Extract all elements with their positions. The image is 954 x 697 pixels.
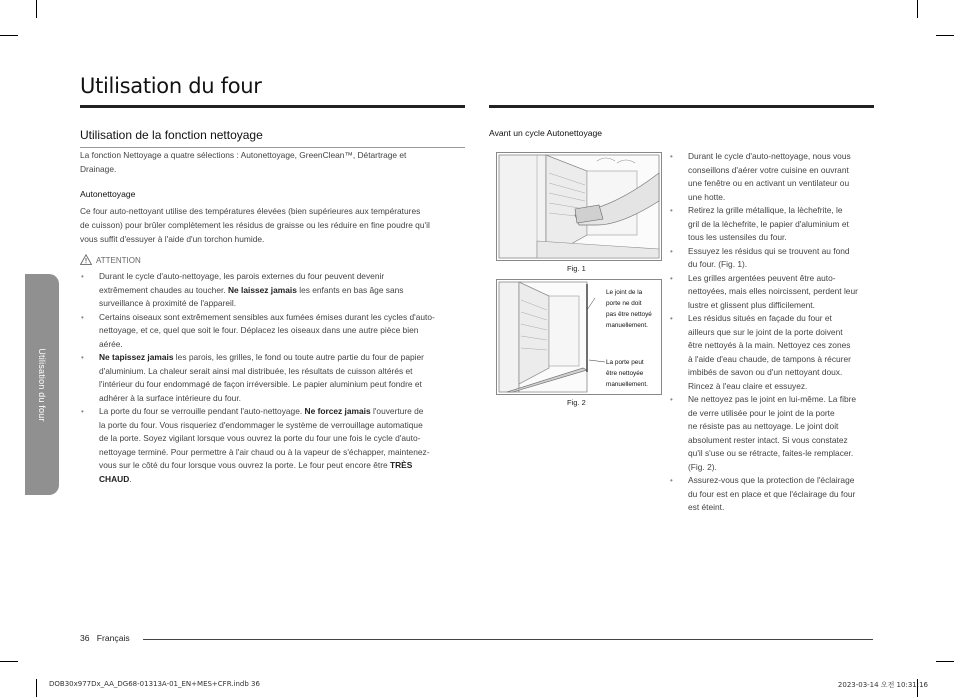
cleaning-tip-line: • Durant le cycle d'auto-nettoyage, nous vous [688, 151, 851, 161]
figure-2-callout-door [606, 357, 648, 390]
subheading-autonettoyage: Autonettoyage [80, 189, 136, 199]
cleaning-tip-line: du four. (Fig. 1). [688, 259, 748, 269]
warning-text: les enfants en bas âge sans [296, 284, 404, 295]
title-rule-left [80, 105, 465, 108]
callout-line: La porte peut [606, 359, 644, 366]
warning-text: l'ouverture de [370, 406, 424, 416]
intro-line: Drainage. [80, 163, 117, 174]
crop-mark [0, 35, 18, 36]
warning-line [99, 378, 470, 392]
callout-line: pas être nettoyé [606, 311, 652, 318]
warning-item [80, 270, 470, 311]
page-language: Français [96, 633, 130, 643]
warning-item [80, 311, 470, 352]
cleaning-tip-line: nettoyées, mais elles noircissent, perdent leur [688, 286, 858, 296]
right-bullets-list [669, 150, 879, 515]
warning-text: surveillance à proximité de l'appareil. [99, 298, 237, 308]
warning-text: la porte du four. Vous risqueriez d'endommager le système de verrouillage automatique [99, 419, 423, 430]
warning-text: les parois, les grilles, le fond ou toute autre partie du four de papier [173, 352, 424, 362]
warning-text: de la porte. Soyez vigilant lorsque vous ouvrez la porte du four une fois le cycle d'auto- [99, 433, 421, 443]
cleaning-tip-line: (Fig. 2). [688, 461, 717, 472]
cleaning-tip-item [669, 204, 879, 245]
cleaning-tip-line: une fenêtre ou en activant un ventilateur ou [688, 178, 850, 188]
callout-line: manuellement. [606, 322, 648, 329]
oven-illustration [497, 153, 661, 260]
warning-line [99, 324, 470, 338]
warning-line [99, 284, 470, 298]
section-heading: Utilisation de la fonction nettoyage [80, 128, 263, 142]
callout-line: porte ne doit [606, 300, 642, 307]
cleaning-tip-line: être nettoyés à la main. Nettoyez ces zones [688, 340, 851, 350]
warning-line [99, 432, 470, 446]
warning-line [99, 405, 470, 419]
warning-line [99, 473, 470, 487]
crop-mark [0, 661, 18, 662]
warning-text: extrêmement chaudes au toucher. [99, 284, 228, 295]
warning-emphasis: TRÈS [389, 460, 413, 470]
crop-mark [36, 0, 37, 18]
cleaning-tip-line: une hotte. [688, 191, 726, 202]
cleaning-tip-line: absolument rester intact. Si vous constatez [688, 434, 848, 445]
warning-line [99, 392, 470, 406]
warning-text: d'aluminium. La chaleur serait ainsi mal distribuée, les résultats de cuisson altérés et [99, 365, 413, 376]
cleaning-tip-item [669, 272, 879, 313]
warning-text: vous sur le côté du four lorsque vous ouvrez la porte. Le four peut encore être [99, 460, 390, 470]
figure-2-caption: Fig. 2 [567, 398, 586, 407]
warning-emphasis: Ne tapissez jamais [99, 352, 174, 362]
warning-item [80, 351, 470, 405]
warning-text: l'intérieur du four endommagé de façon irréversible. Le papier aluminium peut fondre et [99, 379, 422, 389]
warning-text: Certains oiseaux sont extrêmement sensibles aux fumées émises durant les cycles d'auto- [99, 311, 435, 322]
cleaning-tip-line: • Essuyez les résidus qui se trouvent au fond [688, 245, 850, 256]
cleaning-tip-line: ne résiste pas au nettoyage. Le joint doit [688, 421, 839, 431]
page-number-value: 36 [80, 633, 90, 643]
cleaning-tip-line: est éteint. [688, 502, 725, 512]
warning-line [99, 365, 470, 379]
cleaning-tip-line: Rincez à l'eau claire et essuyez. [688, 380, 808, 391]
cleaning-tip-line: • Les résidus situés en façade du four et [688, 313, 832, 323]
crop-mark [36, 679, 37, 697]
warning-text: adhérer à la surface intérieure du four. [99, 392, 241, 403]
body-line: de cuisson) pour brûler complètement les résidus de graisse ou les réduire en fine poudre qu'il [80, 219, 430, 230]
warning-line [99, 270, 470, 284]
crop-mark [917, 0, 918, 18]
warning-emphasis: Ne laissez jamais [227, 284, 297, 295]
intro-line: La fonction Nettoyage a quatre sélections : Autonettoyage, GreenClean™, Détartrage et [80, 150, 407, 160]
warning-line [99, 446, 470, 460]
cleaning-tip-line: du four est en place et que l'éclairage du four [688, 488, 856, 499]
warning-text: Durant le cycle d'auto-nettoyage, les parois externes du four peuvent devenir [99, 271, 385, 281]
cleaning-tip-line: tous les ustensiles du four. [688, 232, 787, 242]
cleaning-tip-item [669, 150, 879, 204]
warnings-list [80, 270, 470, 486]
crop-mark [936, 35, 954, 36]
warning-text: . [129, 473, 132, 484]
figure-1-caption: Fig. 1 [567, 264, 586, 273]
warning-emphasis: Ne forcez jamais [304, 406, 371, 416]
right-heading: Avant un cycle Autonettoyage [489, 128, 603, 138]
footer-rule [143, 639, 873, 640]
warning-line [99, 297, 470, 311]
warning-text: nettoyage, et ce, quel que soit le four. Déplacez les oiseaux dans une autre pièce bien [99, 325, 419, 335]
cleaning-tip-line: qu'il s'use ou se rétracte, faites-le remplacer. [688, 448, 854, 458]
cleaning-tip-line: • Retirez la grille métallique, la lèchefrite, le [688, 205, 843, 215]
crop-mark [936, 661, 954, 662]
cleaning-tip-line: • Les grilles argentées peuvent être auto- [688, 272, 836, 283]
cleaning-tip-line: ailleurs que sur le joint de la porte doivent [688, 326, 843, 337]
warning-line [99, 338, 470, 352]
callout-line: Le joint de la [606, 289, 643, 296]
warning-emphasis: CHAUD [99, 473, 130, 484]
print-slug-right: 2023-03-14 오전 10:31:16 [837, 681, 928, 689]
page-title: Utilisation du four [80, 74, 262, 98]
page-number [80, 633, 130, 643]
title-rule-right [489, 105, 874, 108]
cleaning-tip-line: • Assurez-vous que la protection de l'éclairage [688, 475, 855, 485]
warning-item [80, 405, 470, 486]
cleaning-tip-item [669, 245, 879, 272]
figure-1-oven-wiping [496, 152, 662, 261]
print-slug-left: DOB30x977Dx_AA_DG68-01313A-01_EN+MES+CFR.indb 36 [49, 680, 260, 688]
warning-line [99, 311, 470, 325]
body-paragraph [80, 205, 470, 246]
cleaning-tip-line: conseillons d'aérer votre cuisine en ouvrant [688, 164, 849, 175]
warning-text: aérée. [99, 338, 123, 349]
cleaning-tip-line: à l'aide d'eau chaude, de tampons à récurer [688, 353, 851, 364]
warning-line [99, 351, 470, 365]
cleaning-tip-item [669, 393, 879, 474]
body-line: Ce four auto-nettoyant utilise des températures élevées (bien supérieures aux températures [80, 206, 421, 216]
warning-text: nettoyage terminé. Pour permettre à l'air chaud ou à la vapeur de s'échapper, maintenez- [99, 446, 430, 457]
side-tab-label: Utilisation du four [37, 347, 47, 422]
body-line: vous suffit d'essuyer à l'aide d'un torchon humide. [80, 233, 265, 244]
callout-line: être nettoyée [606, 370, 644, 377]
section-side-tab [25, 274, 59, 495]
cleaning-tip-line: lustre et glissent plus difficilement. [688, 299, 815, 310]
warning-icon [80, 254, 92, 267]
figure-2-callout-gasket [606, 287, 652, 331]
attention-text: ATTENTION [96, 256, 141, 265]
cleaning-tip-line: gril de la lèchefrite, le papier d'aluminium et [688, 218, 849, 229]
cleaning-tip-line: de verre utilisée pour le joint de la porte [688, 407, 835, 418]
callout-line: manuellement. [606, 381, 648, 388]
cleaning-tip-item [669, 312, 879, 393]
cleaning-tip-line: imbibés de savon ou d'un nettoyant doux. [688, 367, 843, 377]
warning-line [99, 419, 470, 433]
section-heading-rule [80, 147, 465, 148]
warning-text: La porte du four se verrouille pendant l'auto-nettoyage. [99, 406, 305, 416]
warning-line [99, 459, 470, 473]
attention-label [80, 254, 141, 267]
cleaning-tip-line: • Ne nettoyez pas le joint en lui-même. La fibre [688, 394, 857, 404]
cleaning-tip-item [669, 474, 879, 515]
intro-paragraph [80, 149, 470, 177]
